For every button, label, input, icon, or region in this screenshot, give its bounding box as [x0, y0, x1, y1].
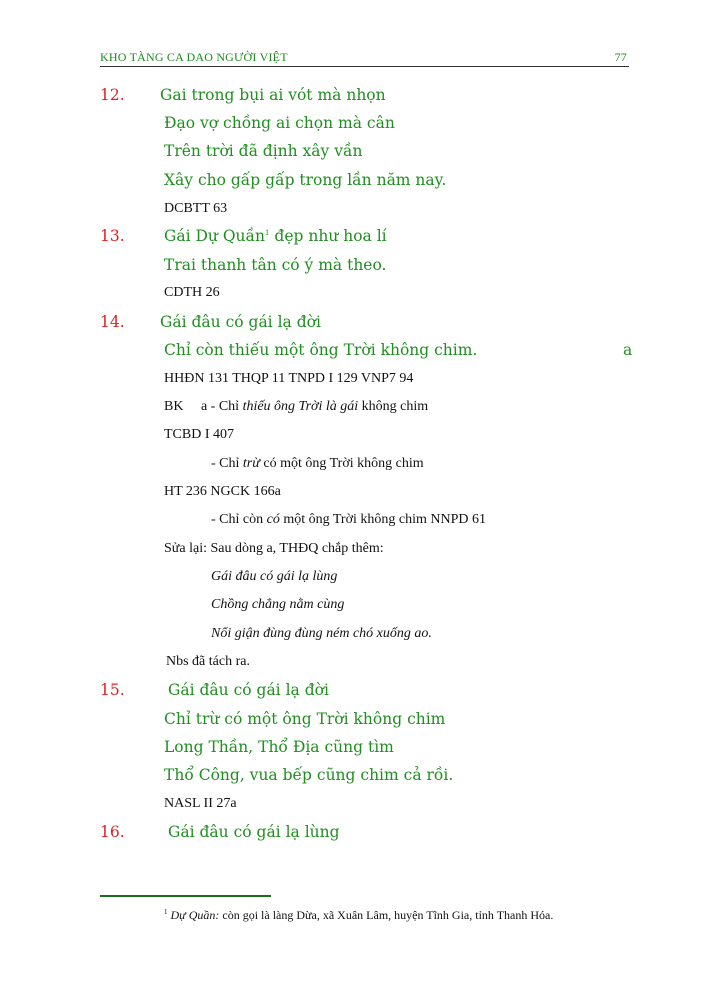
source-citation: HT 236 NGCK 166a: [164, 484, 281, 499]
verse-line: Thổ Công, vua bếp cũng chim cả rồi.: [164, 766, 454, 784]
verse-line: Xây cho gấp gấp trong lần năm nay.: [164, 171, 447, 189]
footnote-divider: [100, 895, 271, 897]
variant-note: [211, 512, 486, 528]
source-citation: CDTH 26: [164, 285, 220, 300]
entry-number-16: 16.: [100, 823, 125, 841]
verse-line: Gái đâu có gái lạ đời: [160, 313, 321, 331]
verse-line: Gái đâu có gái lạ đời: [168, 681, 329, 699]
variant-note: [211, 456, 424, 472]
variant-text: BK a - Chỉ: [164, 399, 243, 414]
variant-text: - Chỉ: [211, 456, 243, 471]
verse-line: [164, 227, 387, 245]
variant-text: một ông Trời không chim NNPD 61: [279, 512, 486, 527]
running-header: [100, 48, 629, 67]
source-citation: DCBTT 63: [164, 201, 228, 216]
entry-number-12: 12.: [100, 86, 125, 104]
added-verse-line: Nổi giận đùng đùng ném chó xuống ao.: [211, 626, 432, 641]
variant-text: - Chỉ còn: [211, 512, 267, 527]
source-citation: TCBD I 407: [164, 427, 234, 442]
added-verse-line: Gái đâu có gái lạ lùng: [211, 569, 338, 584]
verse-line: Trai thanh tân có ý mà theo.: [164, 256, 387, 274]
footnote: [164, 908, 553, 923]
variant-italic: thiếu ông Trời là gái: [242, 399, 359, 414]
footnote-text: còn gọi là làng Dừa, xã Xuân Lâm, huyện Tĩnh Gia, tỉnh Thanh Hóa.: [219, 908, 554, 922]
editor-note: Nbs đã tách ra.: [166, 654, 250, 669]
source-citation: HHĐN 131 THQP 11 TNPD I 129 VNP7 94: [164, 371, 414, 386]
source-citation: NASL II 27a: [164, 796, 237, 811]
variant-note: [164, 399, 428, 415]
entry-number-14: 14.: [100, 313, 125, 331]
footnote-reference[interactable]: 1: [265, 228, 270, 237]
verse-text: Gái Dự Quần: [164, 227, 266, 245]
edit-note: Sửa lại: Sau dòng a, THĐQ chắp thêm:: [164, 541, 384, 556]
book-title: KHO TÀNG CA DAO NGƯỜI VIỆT: [100, 50, 288, 64]
page-number: 77: [614, 50, 627, 64]
verse-line: Chỉ còn thiếu một ông Trời không chim.: [164, 341, 478, 359]
verse-line: Gai trong bụi ai vót mà nhọn: [160, 86, 386, 104]
verse-line: Long Thần, Thổ Địa cũng tìm: [164, 738, 394, 756]
added-verse-line: Chồng chẳng nằm cùng: [211, 597, 345, 612]
verse-line: Gái đâu có gái lạ lùng: [168, 823, 340, 841]
variant-marker: a: [623, 341, 633, 359]
variant-italic: có: [266, 512, 280, 527]
verse-line: Đạo vợ chồng ai chọn mà cân: [164, 114, 395, 132]
footnote-term: Dự Quần:: [170, 908, 220, 922]
entry-number-13: 13.: [100, 227, 125, 245]
footnote-mark: 1: [164, 908, 168, 916]
verse-text: đẹp như hoa lí: [269, 227, 387, 245]
variant-text: có một ông Trời không chim: [259, 456, 424, 471]
verse-line: Trên trời đã định xây vần: [164, 142, 363, 160]
entry-number-15: 15.: [100, 681, 125, 699]
variant-italic: trừ: [242, 456, 260, 471]
variant-text: không chim: [358, 399, 429, 414]
verse-line: Chỉ trừ có một ông Trời không chim: [164, 710, 446, 728]
